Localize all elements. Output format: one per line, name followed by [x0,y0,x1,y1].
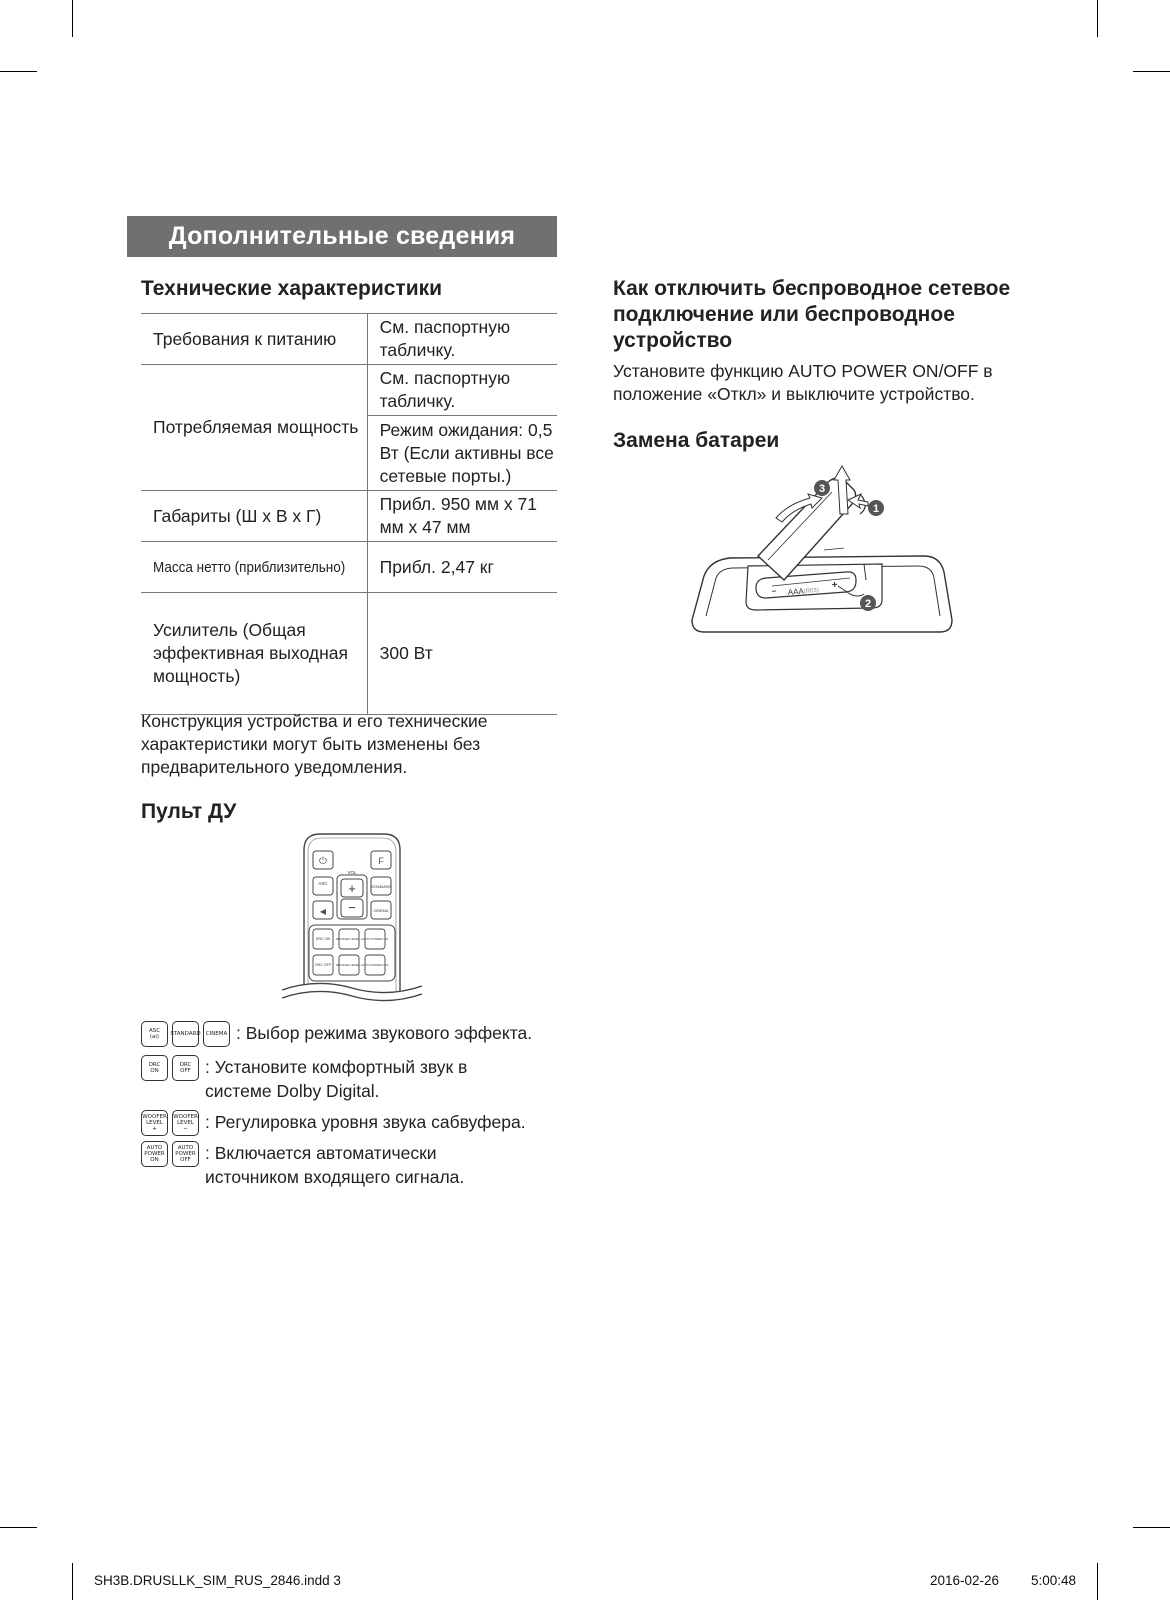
legend-row [141,1141,505,1189]
svg-text:−: − [348,900,356,915]
legend-row [141,1055,505,1103]
step-3: 3 [818,483,826,495]
drc-off-label: DRC OFF [315,963,331,967]
cinema-icon: CINEMA [203,1021,230,1047]
footer-date: 2016-02-26 [930,1573,1000,1588]
section-title: Дополнительные сведения [127,216,557,257]
svg-text:◀: ◀ [319,907,327,916]
svg-text:−: − [771,586,777,596]
cinema-button-label: CINEMA [373,909,389,913]
legend-desc: : Установите комфортный звук в системе Dolby Digital. [205,1057,468,1101]
remote-illustration [282,832,422,1004]
crop-mark [0,1527,37,1528]
drc-on-label: DRC ON [315,937,331,941]
legend-row [141,1110,526,1136]
svg-text:+: + [831,579,839,591]
wireless-text: Установите функцию AUTO POWER ON/OFF в положение «Откл» и выключите устройство. [613,361,993,404]
asc-icon: ASC (ai) [141,1021,168,1047]
spec-value: См. паспортную табличку. [367,365,557,416]
auto-on-label: AUTO POWER ON [362,937,388,941]
spec-value: См. паспортную табличку. [379,317,511,360]
woofer-plus-label: WOOFER LEVEL + [335,937,363,941]
table-row [141,365,557,416]
woofer-minus-icon: WOOFER LEVEL − [172,1110,199,1136]
spec-value: 300 Вт [379,643,433,663]
table-row [141,593,557,715]
step-1: 1 [872,503,880,515]
spec-value: Прибл. 2,47 кг [379,556,494,577]
woofer-plus-icon: WOOFER LEVEL + [141,1110,168,1136]
crop-mark [1133,1527,1170,1528]
legend-desc: : Выбор режима звукового эффекта. [236,1023,533,1043]
auto-power-off-icon: AUTO POWER OFF [172,1141,199,1167]
legend-desc: : Включается автоматически источником входящего сигнала. [205,1143,465,1187]
svg-text:+: + [348,881,356,896]
power-button-label: ⏻ [319,856,327,867]
f-button-label: F [378,856,384,866]
spec-key: Габариты (Ш x В x Г) [141,491,367,542]
table-row [141,314,557,365]
standard-button-label: STANDARD [371,885,391,889]
remote-heading: Пульт ДУ [141,800,237,823]
vol-label: VOL [347,870,357,875]
spec-key: Требования к питанию [141,314,367,365]
crop-mark [72,0,73,37]
crop-mark [1133,71,1170,72]
specs-table [141,313,557,715]
battery-label: AAA [787,586,805,597]
step-2: 2 [864,598,872,610]
battery-heading: Замена батареи [613,429,780,452]
crop-mark [72,1563,73,1600]
crop-mark [1097,1563,1098,1600]
specs-heading: Технические характеристики [141,277,443,300]
spec-key: Усилитель (Общая эффективная выходная мощность) [141,593,367,715]
legend-row [141,1021,532,1047]
drc-off-icon: DRC OFF [172,1055,199,1081]
battery-code: (R03) [803,587,820,595]
standard-icon: STANDARD [172,1021,199,1047]
spec-key: Потребляемая мощность [141,365,367,491]
legend-desc: : Регулировка уровня звука сабвуфера. [205,1112,526,1132]
spec-value: Прибл. 950 мм x 71 мм x 47 мм [379,494,537,537]
asc-button-label: ASC [318,881,328,886]
auto-off-label: AUTO POWER OFF [361,963,389,967]
table-row [141,491,557,542]
spec-key: Масса нетто (приблизительно) [153,558,346,576]
crop-mark [0,71,37,72]
crop-mark [1097,0,1098,37]
footer-file: SH3B.DRUSLLK_SIM_RUS_2846.indd 3 [94,1573,341,1588]
footer-time: 5:00:48 [1031,1573,1077,1588]
drc-on-icon: DRC ON [141,1055,168,1081]
battery-illustration [688,460,958,652]
woofer-minus-label: WOOFER LEVEL − [335,963,363,967]
auto-power-on-icon: AUTO POWER ON [141,1141,168,1167]
table-row [141,542,557,593]
specs-note: Конструкция устройства и его технические характеристики могут быть изменены без предварительного уведомления. [141,711,488,777]
spec-value: Режим ожидания: 0,5 Вт (Если активны все сетевые порты.) [379,419,554,486]
wireless-heading: Как отключить беспроводное сетевое подключение или беспроводное устройство [613,277,1011,352]
